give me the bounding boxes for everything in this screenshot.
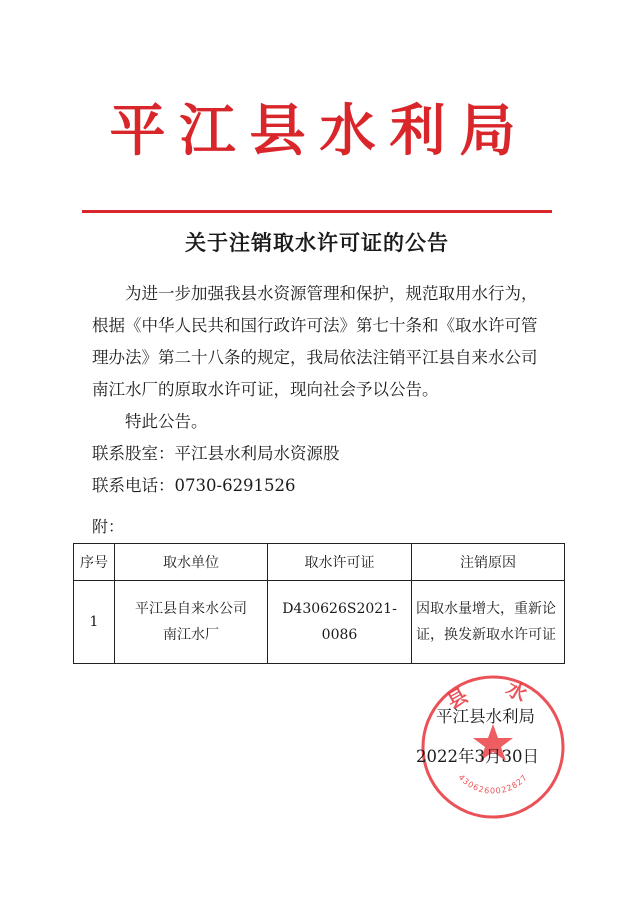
table-header-row [74,544,565,581]
column-header-permit: 取水许可证 [268,544,412,581]
column-header-reason: 注销原因 [412,544,565,581]
body-line: 根据《中华人民共和国行政许可法》第七十条和《取水许可管 [92,316,538,335]
svg-text:4306260022827: 4306260022827 [456,772,530,796]
reason-line: 证，换发新取水许可证 [416,627,556,643]
body-line: 为进一步加强我县水资源管理和保护，规范取用水行为， [125,284,538,303]
cell-reason [412,581,565,664]
closing-text: 特此公告。 [125,412,208,431]
signature-date: 2022年3月30日 [416,747,539,766]
notice-title: 关于注销取水许可证的公告 [185,231,449,255]
notice-body [92,278,562,502]
organization-header: 平江县水利局 [109,98,530,164]
table-row [74,581,565,664]
column-header-unit: 取水单位 [115,544,268,581]
contact-department: 联系股室：平江县水利局水资源股 [92,444,340,463]
body-line: 南江水厂的原取水许可证，现向社会予以公告。 [92,380,439,399]
unit-line: 平江县自来水公司 [135,601,247,617]
reason-line: 因取水量增大，重新论 [416,601,556,617]
body-line: 理办法》第二十八条的规定，我局依法注销平江县自来水公司 [92,348,538,367]
appendix-label: 附： [92,517,125,536]
cell-unit [115,581,268,664]
appendix-table [73,543,565,664]
signature-organization: 平江县水利局 [436,707,535,726]
cell-index: 1 [74,581,115,664]
cell-permit: D430626S2021-0086 [268,581,412,664]
red-divider [82,210,552,213]
unit-line: 南江水厂 [163,627,219,643]
contact-phone: 联系电话：0730-6291526 [92,476,296,495]
column-header-index: 序号 [74,544,115,581]
svg-text:县 水: 县 水 [442,675,544,714]
